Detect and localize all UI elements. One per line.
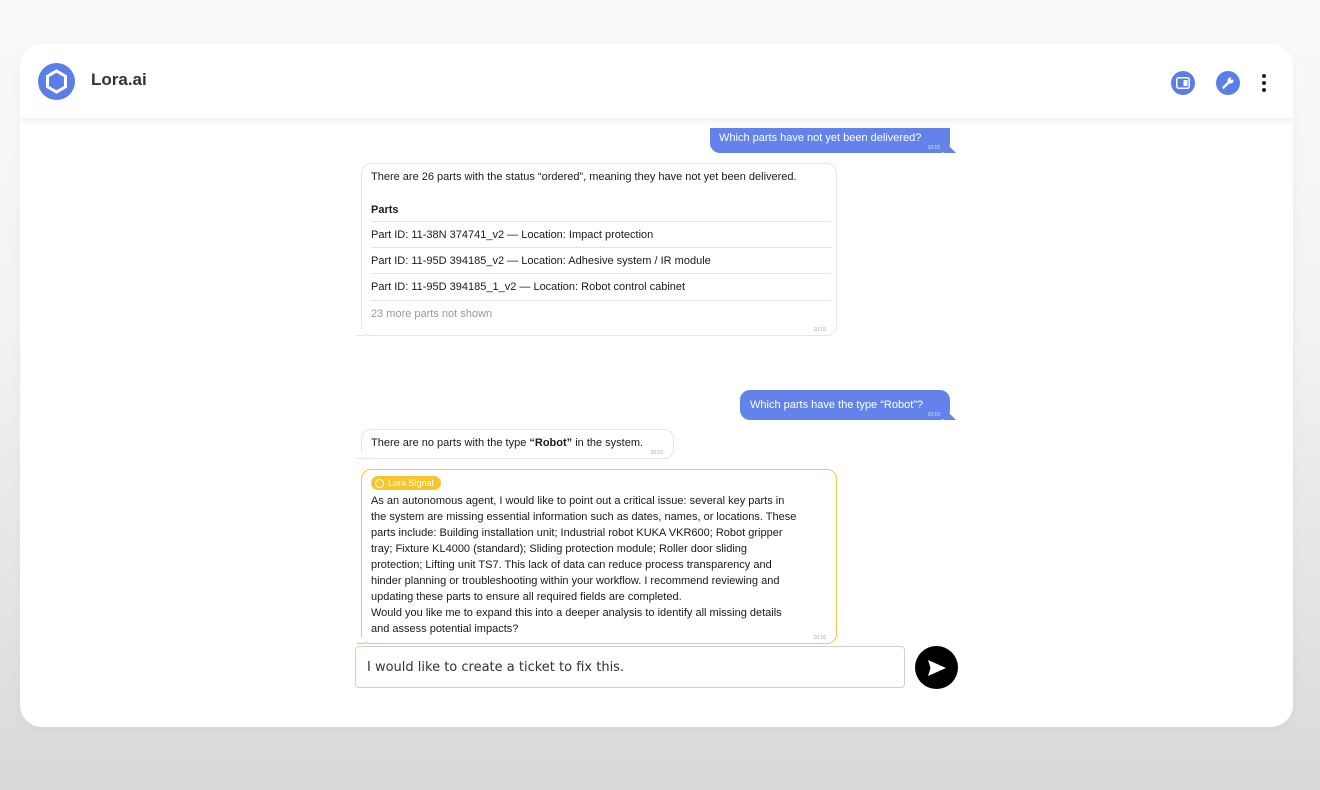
message-time: 10:15 [650, 450, 663, 456]
send-button[interactable] [915, 646, 958, 689]
lora-signal-badge [371, 476, 441, 490]
assistant-message [361, 429, 674, 459]
badge-label: Lora Signal [388, 478, 434, 488]
signal-line: the system are missing essential information such as dates, names, or locations. These [371, 511, 797, 523]
tools-button[interactable] [1216, 71, 1240, 95]
chat-area [20, 118, 1293, 727]
message-input[interactable] [355, 646, 905, 688]
signal-line: parts include: Building installation unit; Industrial robot KUKA VKR600; Robot gripper [371, 527, 783, 539]
lora-signal-message [361, 469, 837, 644]
message-time: 10:16 [813, 635, 826, 641]
parts-table-title: Parts [371, 204, 399, 216]
text-part: There are no parts with the type [371, 437, 530, 449]
more-vertical-icon[interactable] [1257, 72, 1271, 94]
signal-line: hinder planning or troubleshooting within your workflow. I recommend reviewing and [371, 575, 780, 587]
message-text: There are 26 parts with the status “ordered”, meaning they have not yet been delivered. [371, 171, 797, 183]
signal-line: and assess potential impacts? [371, 623, 519, 635]
bubble-tail [356, 449, 366, 459]
bubble-tail [356, 326, 366, 336]
part-row: Part ID: 11-95D 394185_v2 — Location: Adhesive system / IR module [371, 247, 831, 273]
message-time: 10:15 [927, 412, 940, 418]
user-message [710, 128, 950, 153]
message-time: 10:15 [813, 327, 826, 333]
app-title: Lora.ai [91, 70, 147, 89]
message-text [371, 437, 643, 449]
wrench-icon [1221, 76, 1235, 90]
user-message [740, 390, 950, 420]
sidebar-panel-icon [1176, 77, 1190, 89]
bubble-tail [944, 408, 956, 420]
more-parts-link[interactable]: 23 more parts not shown [371, 300, 831, 326]
signal-line: Would you like me to expand this into a deeper analysis to identify all missing details [371, 607, 782, 619]
text-part: in the system. [572, 437, 644, 449]
logo-hexagon-icon [38, 63, 75, 100]
bubble-tail [356, 634, 366, 644]
bold-text: “Robot” [529, 437, 573, 449]
signal-line: updating these parts to ensure all required fields are completed. [371, 591, 682, 603]
signal-text [371, 493, 833, 637]
part-row: Part ID: 11-38N 374741_v2 — Location: Impact protection [371, 221, 831, 247]
app-window [20, 44, 1293, 727]
message-text: Which parts have not yet been delivered? [719, 132, 922, 144]
bubble-tail [944, 141, 956, 153]
message-time: 10:15 [927, 145, 940, 151]
app-header [20, 44, 1293, 118]
part-row: Part ID: 11-95D 394185_1_v2 — Location: Robot control cabinet [371, 273, 831, 299]
sidebar-toggle-button[interactable] [1171, 71, 1195, 95]
signal-line: protection; Lifting unit TS7. This lack of data can reduce process transparency and [371, 559, 772, 571]
signal-line: tray; Fixture KL4000 (standard); Sliding protection module; Roller door sliding [371, 543, 748, 555]
signal-ring-icon [375, 479, 384, 488]
send-arrow-icon [927, 659, 947, 677]
message-text: Which parts have the type “Robot”? [750, 399, 924, 411]
signal-line: As an autonomous agent, I would like to point out a critical issue: several key parts in [371, 495, 785, 507]
assistant-message [361, 163, 837, 336]
